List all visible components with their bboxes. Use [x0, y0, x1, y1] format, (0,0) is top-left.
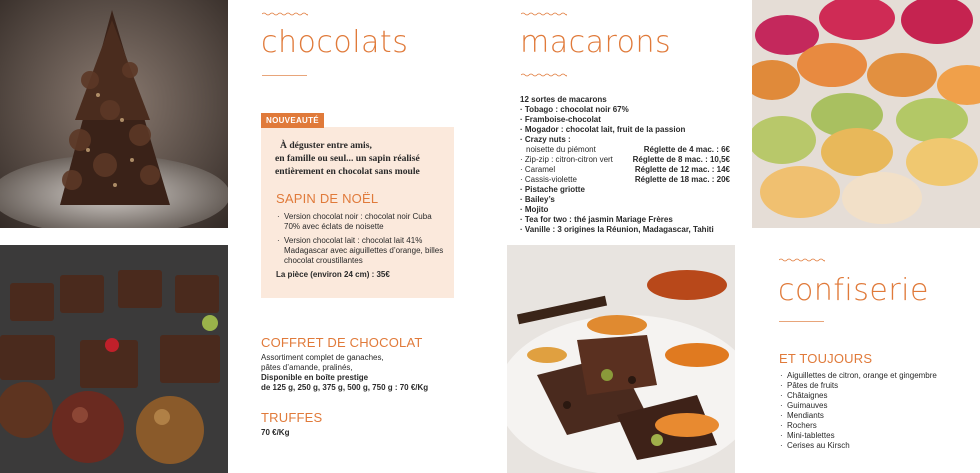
confiserie-item: · Mini-tablettes: [779, 431, 974, 441]
decorative-wave-icon: [521, 73, 567, 77]
macaron-item: [520, 135, 730, 145]
confiserie-item: · Guimauves: [779, 401, 974, 411]
macaron-name: · Bailey’s: [520, 195, 555, 204]
chocolate-tree-photo: [0, 0, 228, 228]
truffes-price: 70 €/Kg: [261, 428, 290, 437]
macaron-item: [520, 215, 730, 225]
confiserie-item: · Pâtes de fruits: [779, 381, 974, 391]
macarons-list: [520, 95, 730, 235]
macaron-item: [520, 165, 730, 175]
confiserie-list: [779, 371, 974, 451]
macaron-name: · Tobago : chocolat noir 67%: [520, 105, 629, 114]
decorative-wave-icon: [521, 12, 567, 16]
confiserie-title: confiserie: [778, 273, 929, 308]
et-toujours-title: ET TOUJOURS: [779, 351, 873, 366]
macaron-name: · Vanille : 3 origines la Réunion, Madagascar, Tahiti: [520, 225, 714, 234]
decorative-wave-icon: [779, 258, 825, 262]
reglette-price: Réglette de 4 mac. : 6€: [643, 145, 730, 154]
macaron-item: [520, 125, 730, 135]
sapin-price: La pièce (environ 24 cm) : 35€: [276, 270, 390, 279]
coffret-details: [261, 353, 461, 393]
intro-line: entièrement en chocolat sans moule: [275, 166, 420, 177]
confiserie-item: · Rochers: [779, 421, 974, 431]
macaron-name: noisette du piémont: [526, 145, 596, 154]
macaron-item: [520, 115, 730, 125]
decorative-wave-icon: [262, 12, 308, 16]
bonbons-chocolat-photo: [0, 245, 228, 473]
reglette-price: Réglette de 8 mac. : 10,5€: [632, 155, 730, 164]
confiserie-item: · Cerises au Kirsch: [779, 441, 974, 451]
macaron-name: · Framboise-chocolat: [520, 115, 601, 124]
coffret-bold-line: Disponible en boîte prestige: [261, 373, 369, 382]
reglette-price: Réglette de 12 mac. : 14€: [634, 165, 730, 174]
title-underline: [779, 321, 824, 322]
chocolats-title: chocolats: [261, 25, 409, 60]
mendiants-photo: [507, 245, 735, 473]
macaron-name: · Mogador : chocolat lait, fruit de la passion: [520, 125, 686, 134]
macaron-item: [520, 155, 730, 165]
reglette-price: Réglette de 18 mac. : 20€: [634, 175, 730, 184]
macaron-name: · Zip-zip : citron-citron vert: [520, 155, 613, 164]
coffret-line: Assortiment complet de ganaches,: [261, 353, 384, 362]
macaron-item: [520, 225, 730, 235]
macarons-photo: [752, 0, 980, 228]
macaron-name: · Tea for two : thé jasmin Mariage Frères: [520, 215, 673, 224]
confiserie-item: · Mendiants: [779, 411, 974, 421]
macaron-name: · Pistache griotte: [520, 185, 585, 194]
intro-line: À déguster entre amis,: [280, 140, 372, 151]
macaron-item: [520, 185, 730, 195]
macarons-title: macarons: [520, 25, 672, 60]
truffes-title: TRUFFES: [261, 410, 323, 425]
nouveaute-badge: NOUVEAUTÉ: [261, 113, 324, 128]
coffret-sizes: de 125 g, 250 g, 375 g, 500 g, 750 g : 70 €/Kg: [261, 383, 429, 392]
macaron-item: [520, 145, 730, 155]
confiserie-item: · Châtaignes: [779, 391, 974, 401]
sapin-details: [276, 212, 446, 280]
macaron-name: · Cassis-violette: [520, 175, 577, 184]
macaron-name: · Mojito: [520, 205, 549, 214]
macaron-item: [520, 105, 730, 115]
sapin-option: · Version chocolat noir : chocolat noir Cuba 70% avec éclats de noisette: [276, 212, 446, 232]
macaron-item: [520, 205, 730, 215]
sapin-option: · Version chocolat lait : chocolat lait 41% Madagascar avec aiguillettes d’orange, billes chocolat croustillantes: [276, 236, 446, 266]
macaron-name: · Crazy nuts :: [520, 135, 571, 144]
coffret-title: COFFRET DE CHOCOLAT: [261, 335, 423, 350]
coffret-line: pâtes d’amande, pralinés,: [261, 363, 353, 372]
sapin-intro: [275, 139, 455, 178]
intro-line: en famille ou seul... un sapin réalisé: [275, 153, 420, 164]
title-underline: [262, 75, 307, 76]
macaron-name: · Caramel: [520, 165, 556, 174]
confiserie-item: · Aiguillettes de citron, orange et gingembre: [779, 371, 974, 381]
macarons-count: 12 sortes de macarons: [520, 95, 607, 104]
macaron-item: [520, 175, 730, 185]
macaron-item: [520, 195, 730, 205]
sapin-title: SAPIN DE NOËL: [276, 191, 379, 206]
